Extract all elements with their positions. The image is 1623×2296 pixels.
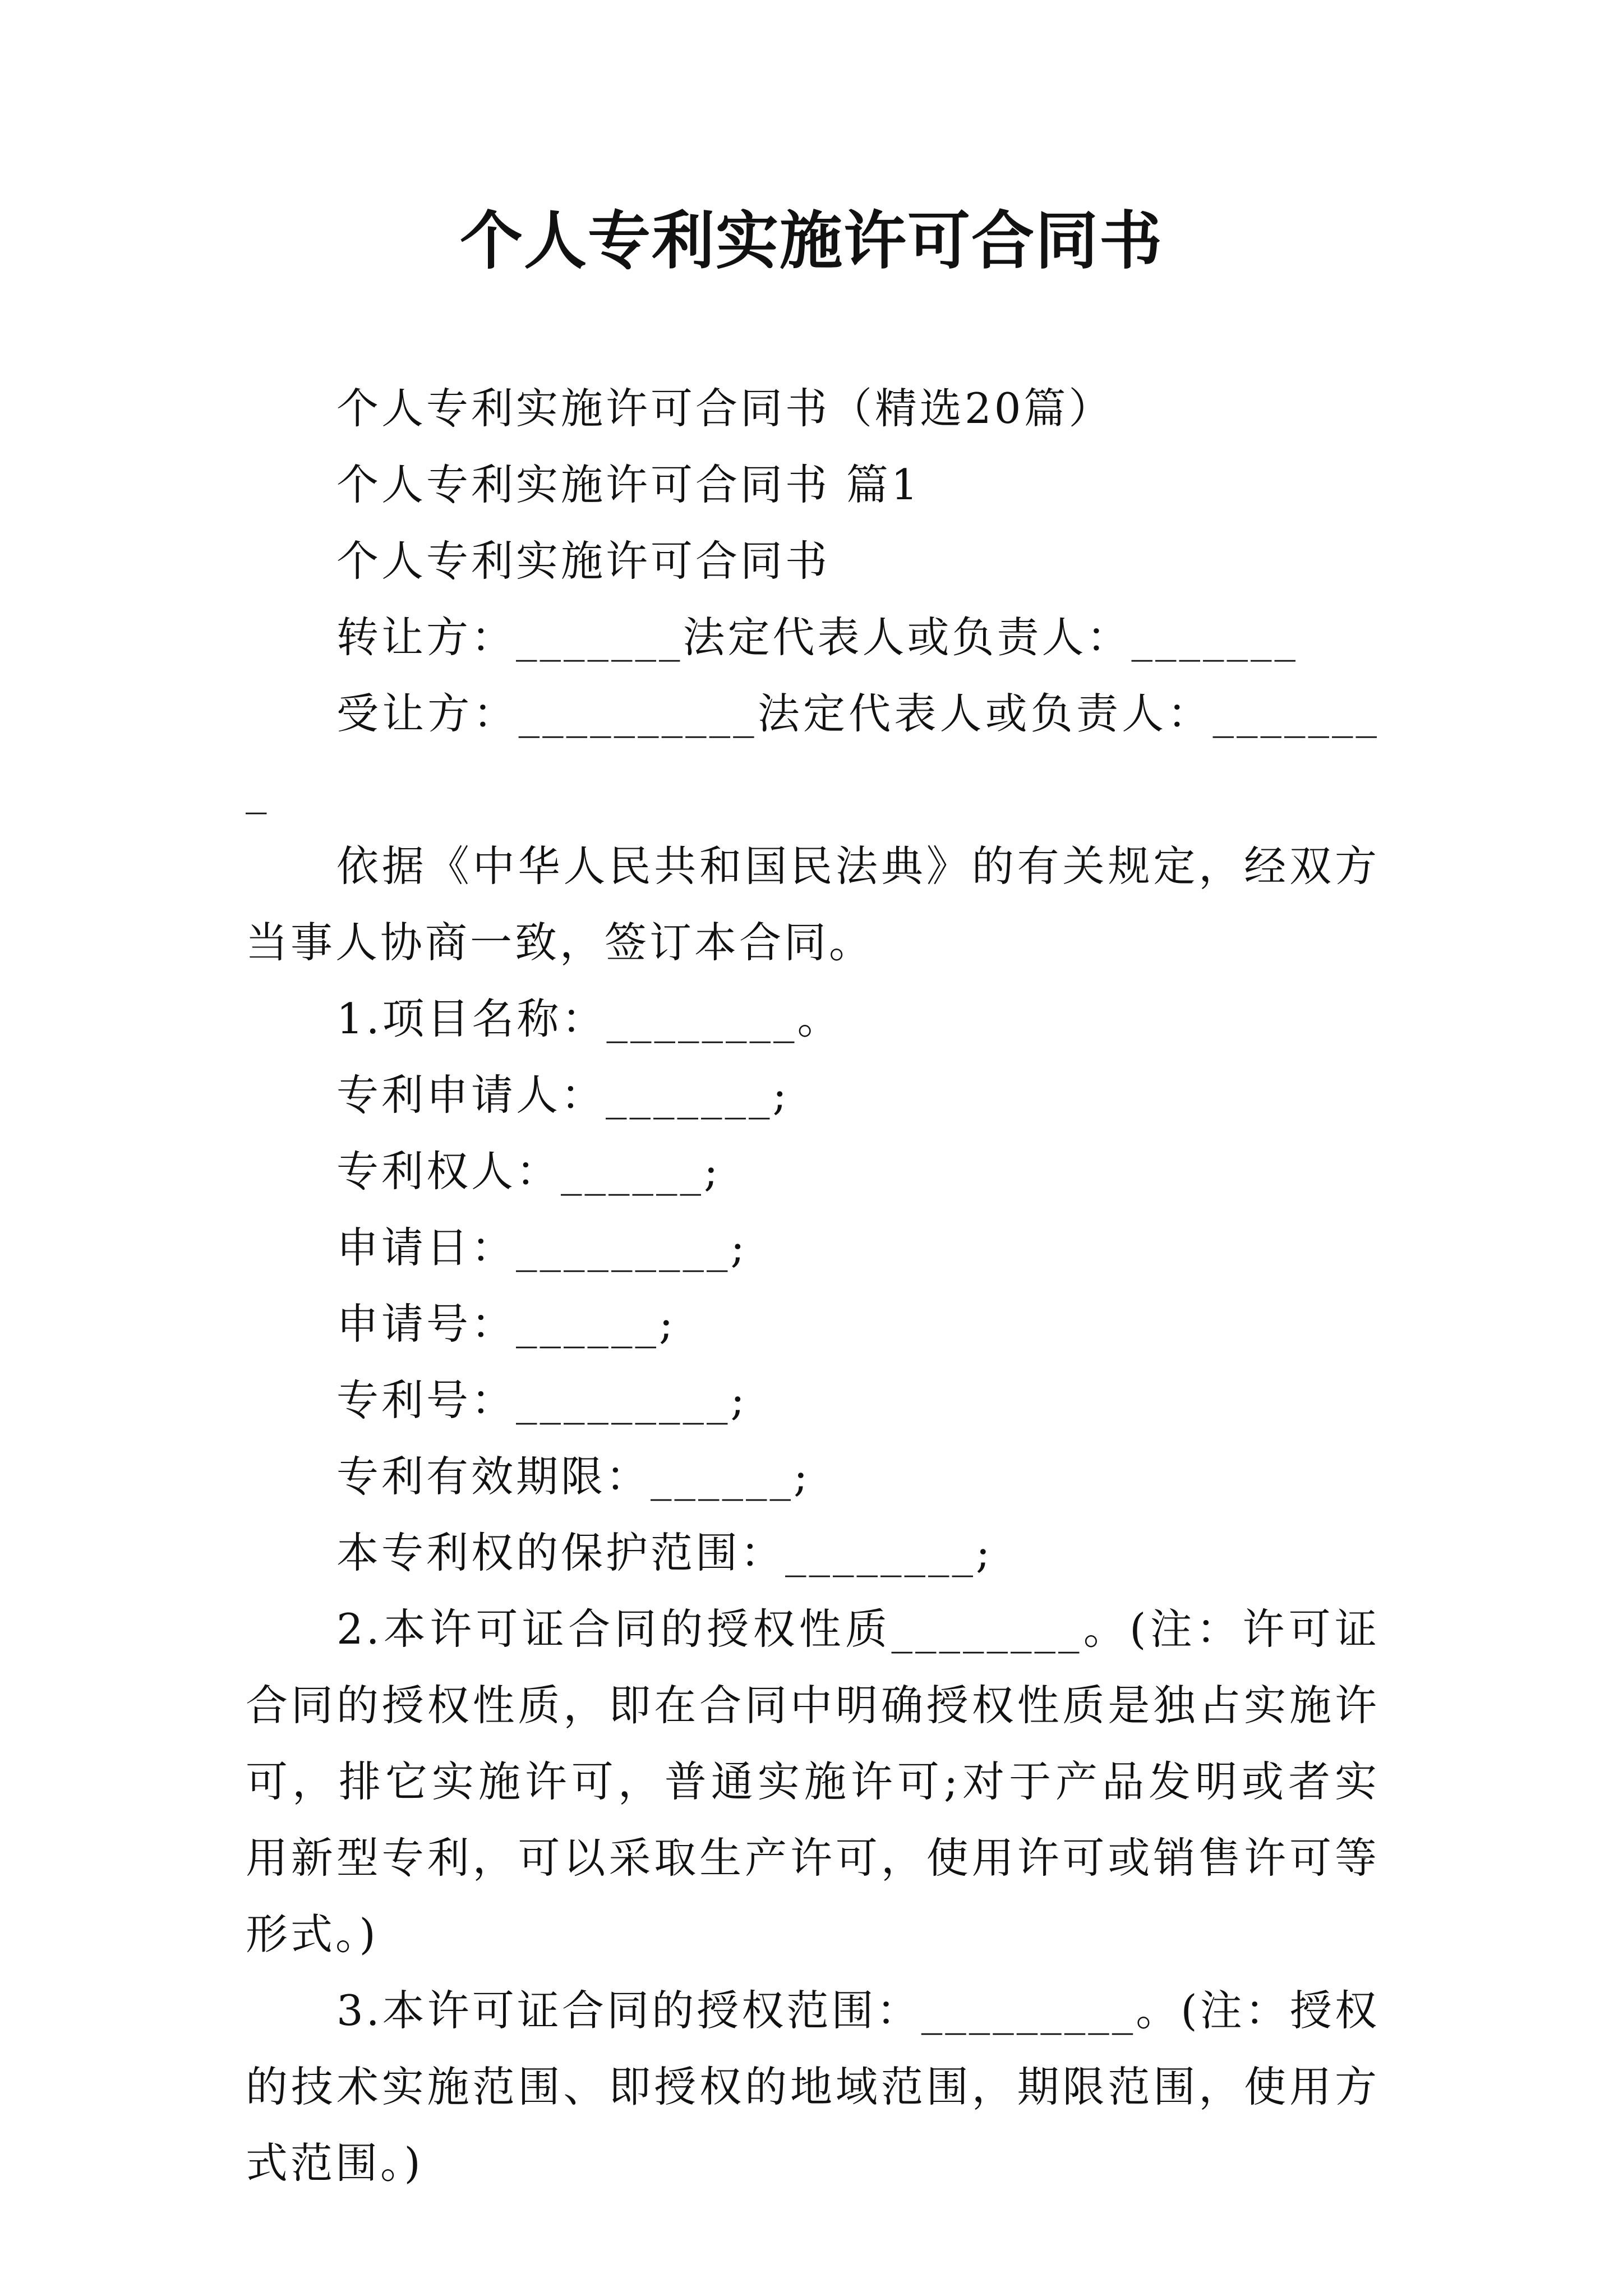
paragraph-authorization-nature: 2.本许可证合同的授权性质________。(注：许可证合同的授权性质，即在合同中明确授权性质是独占实施许可，排它实施许可，普通实施许可;对于产品发明或者实用新型专利，可以采取生产许可，使用许可或销售许可等形式。): [246, 1604, 1380, 1959]
paragraph-authorization-scope: 3.本许可证合同的授权范围：_________。(注：授权的技术实施范围、即授权的地域范围，期限范围，使用方式范围。): [246, 1986, 1380, 2188]
document-title: 个人专利实施许可合同书: [460, 204, 1163, 278]
paragraph-contract-name: 个人专利实施许可合同书: [336, 536, 831, 586]
paragraph-application-number: 申请号：______;: [336, 1299, 676, 1349]
paragraph-protection-scope: 本专利权的保护范围：________;: [336, 1528, 993, 1577]
paragraph-patent-applicant: 专利申请人：_______;: [336, 1070, 790, 1120]
paragraph-project-name: 1.项目名称：________。: [336, 994, 842, 1043]
paragraph-subtitle: 个人专利实施许可合同书（精选20篇）: [336, 384, 1114, 433]
paragraph-application-date: 申请日：_________;: [336, 1223, 748, 1272]
document-body: [246, 370, 1380, 2201]
paragraph-patent-number: 专利号：_________;: [336, 1375, 748, 1425]
paragraph-licensee: 受让方：__________法定代表人或负责人：________: [246, 689, 1380, 815]
paragraph-legal-basis: 依据《中华人民共和国民法典》的有关规定，经双方当事人协商一致，签订本合同。: [246, 841, 1380, 967]
paragraph-section-heading: 个人专利实施许可合同书 篇1: [336, 460, 921, 509]
paragraph-licensor: 转让方：_______法定代表人或负责人：_______: [336, 613, 1299, 662]
paragraph-validity-period: 专利有效期限：______;: [336, 1452, 811, 1501]
paragraph-patentee: 专利权人：______;: [336, 1147, 721, 1196]
